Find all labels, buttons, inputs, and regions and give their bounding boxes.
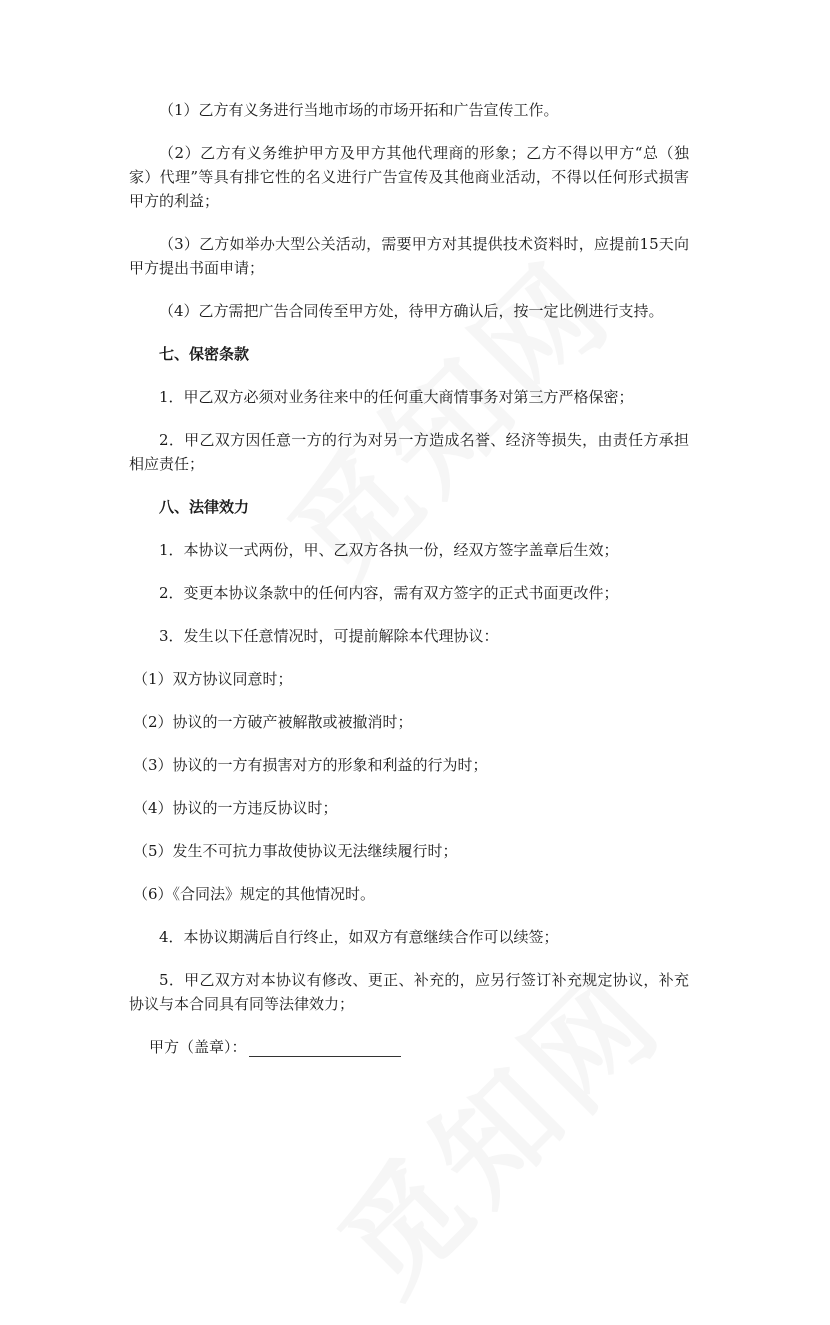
clause: 1．本协议一式两份，甲、乙双方各执一份，经双方签字盖章后生效； — [159, 541, 619, 559]
sub-clause: （5）发生不可抗力事故使协议无法继续履行时； — [133, 842, 458, 860]
paragraph: （2）乙方有义务维护甲方及甲方其他代理商的形象；乙方不得以甲方“总（独家）代理”等具有排它性的名义进行广告宣传及其他商业活动，不得以任何形式损害甲方的利益； — [129, 144, 689, 210]
sub-clause: （3）协议的一方有损害对方的形象和利益的行为时； — [133, 756, 488, 774]
clause: 3．发生以下任意情况时，可提前解除本代理协议： — [159, 627, 499, 645]
section-heading-confidentiality: 七、保密条款 — [159, 345, 250, 363]
paragraph: （4）乙方需把广告合同传至甲方处，待甲方确认后，按一定比例进行支持。 — [159, 302, 664, 320]
section-heading-legal-effect: 八、法律效力 — [159, 498, 250, 516]
clause: 4．本协议期满后自行终止，如双方有意继续合作可以续签； — [159, 928, 559, 946]
clause: 5．甲乙双方对本协议有修改、更正、补充的，应另行签订补充规定协议，补充协议与本合同具有同等法律效力； — [129, 971, 689, 1013]
paragraph: （3）乙方如举办大型公关活动，需要甲方对其提供技术资料时，应提前15天向甲方提出书面申请； — [129, 235, 689, 277]
paragraph: （1）乙方有义务进行当地市场的市场开拓和广告宣传工作。 — [159, 101, 559, 119]
signature-line — [249, 1038, 401, 1057]
sub-clause: （4）协议的一方违反协议时； — [133, 799, 338, 817]
sub-clause: （2）协议的一方破产被解散或被撤消时； — [133, 713, 413, 731]
signature-row — [129, 1035, 689, 1059]
sub-clause: （1）双方协议同意时； — [133, 670, 293, 688]
document-body — [129, 98, 689, 1059]
signature-label: 甲方（盖章）： — [149, 1038, 247, 1056]
clause: 2．甲乙双方因任意一方的行为对另一方造成名誉、经济等损失，由责任方承担相应责任； — [129, 431, 689, 473]
clause: 2．变更本协议条款中的任何内容，需有双方签字的正式书面更改件； — [159, 584, 619, 602]
sub-clause: （6）《合同法》规定的其他情况时。 — [133, 885, 376, 903]
clause: 1．甲乙双方必须对业务往来中的任何重大商情事务对第三方严格保密； — [159, 388, 634, 406]
